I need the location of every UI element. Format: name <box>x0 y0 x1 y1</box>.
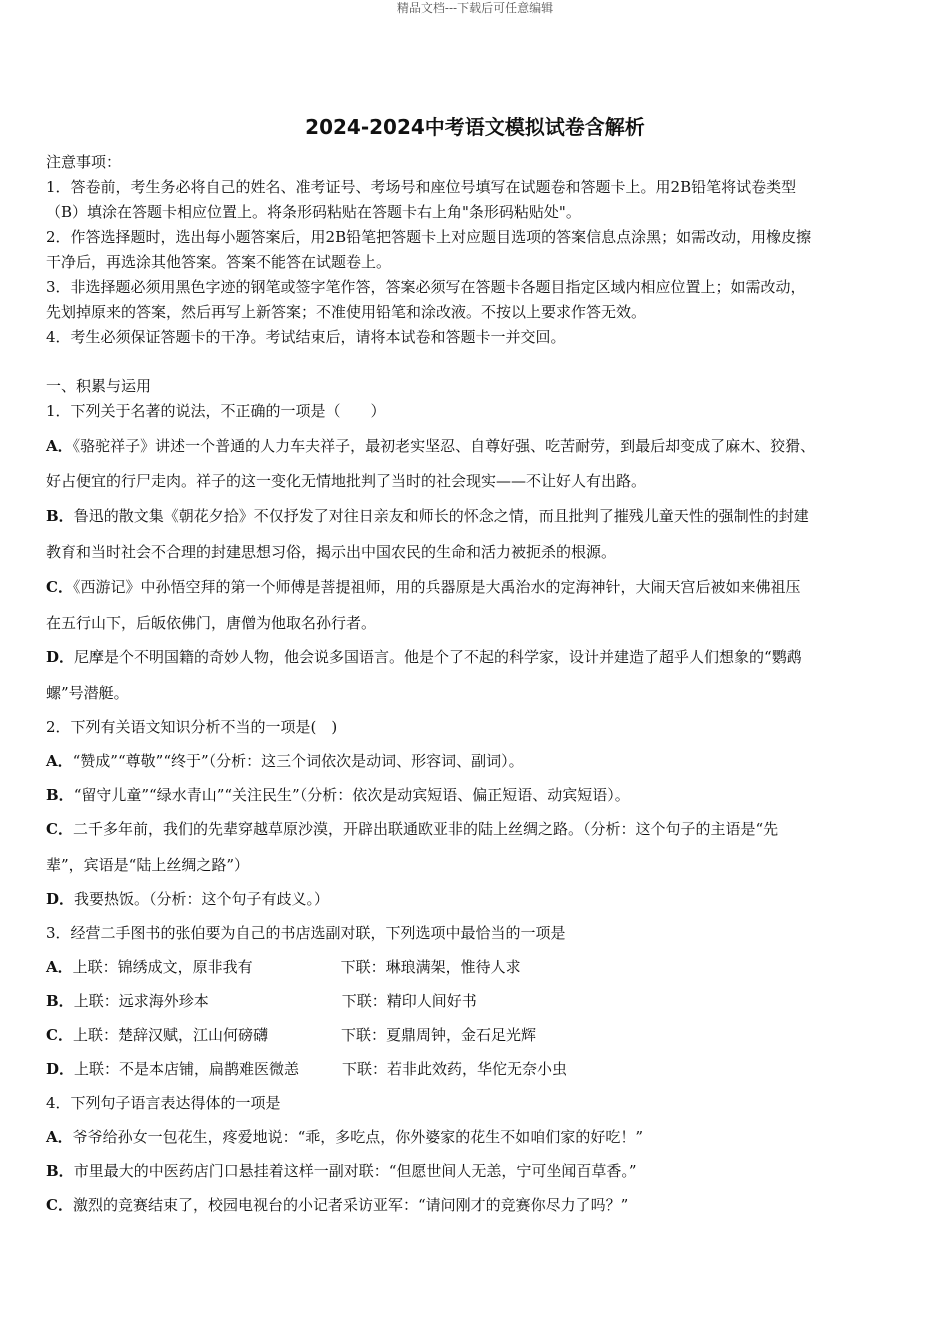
option-text: “赞成”“尊敬”“终于”（分析：这三个词依次是动词、形容词、副词）。 <box>72 752 524 770</box>
question-1-option-d <box>46 647 802 667</box>
option-text: 二千多年前，我们的先辈穿越草原沙漠，开辟出联通欧亚非的陆上丝绸之路。（分析：这个句子的主语是“先 <box>72 820 779 838</box>
question-1-option-a <box>46 436 815 456</box>
notice-line: 先划掉原来的答案，然后再写上新答案；不准使用铅笔和涂改液。不按以上要求作答无效。 <box>46 303 647 321</box>
question-1-stem: 1．下列关于名著的说法，不正确的一项是（ ） <box>46 402 386 420</box>
option-text: 激烈的竞赛结束了，校园电视台的小记者采访亚军：“请问刚才的竞赛你尽力了吗？” <box>72 1196 629 1214</box>
couplet-lower: 下联：夏鼎周钟，金石足光辉 <box>340 1026 536 1044</box>
notice-line: 4．考生必须保证答题卡的干净。考试结束后，请将本试卷和答题卡一并交回。 <box>46 328 566 346</box>
option-label: A． <box>46 1128 73 1146</box>
question-2-option-b <box>46 785 630 805</box>
option-label: B． <box>46 1162 74 1180</box>
option-label: B． <box>46 507 74 525</box>
couplet-upper: 上联：不是本店铺，扁鹊难医微恙 <box>74 1060 300 1078</box>
question-3-option-c <box>46 1025 536 1045</box>
option-text: 市里最大的中医药店门口悬挂着这样一副对联：“但愿世间人无恙，宁可坐闻百草香。” <box>73 1162 637 1180</box>
page-header-note: 精品文档---下载后可任意编辑 <box>396 1 554 15</box>
option-label: B． <box>46 786 74 804</box>
question-2-option-a <box>46 751 524 771</box>
notice-line: 干净后，再选涂其他答案。答案不能答在试题卷上。 <box>46 253 392 271</box>
notice-heading: 注意事项： <box>46 153 122 171</box>
option-text: “留守儿童”“绿水青山”“关注民生”（分析：依次是动宾短语、偏正短语、动宾短语）。 <box>73 786 630 804</box>
option-text: 尼摩是个不明国籍的奇妙人物，他会说多国语言。他是个了不起的科学家，设计并建造了超乎人们想象的“鹦鹉 <box>74 648 802 666</box>
notice-line: 2．作答选择题时，选出每小题答案后，用2B铅笔把答题卡上对应题目选项的答案信息点涂黑；如需改动，用橡皮擦 <box>46 228 812 246</box>
question-3-stem: 3．经营二手图书的张伯要为自己的书店选副对联，下列选项中最恰当的一项是 <box>46 924 566 942</box>
question-3-option-b <box>46 991 477 1011</box>
option-text: 《西游记》中孙悟空拜的第一个师傅是菩提祖师，用的兵器原是大禹治水的定海神针，大闹天宫后被如来佛祖压 <box>72 578 801 596</box>
question-2-option-c-cont: 辈”，宾语是“陆上丝绸之路”） <box>46 856 250 874</box>
question-1-option-c <box>46 577 800 597</box>
notice-line: 1．答卷前，考生务必将自己的姓名、准考证号、考场号和座位号填写在试题卷和答题卡上。用2B铅笔将试卷类型 <box>46 178 797 196</box>
option-label: C． <box>46 1026 73 1044</box>
notice-line: （B）填涂在答题卡相应位置上。将条形码粘贴在答题卡右上角"条形码粘贴处"。 <box>46 203 581 221</box>
question-1-option-b <box>46 506 809 526</box>
option-label: D． <box>46 890 75 908</box>
question-1-option-b-cont: 教育和当时社会不合理的封建思想习俗，揭示出中国农民的生命和活力被扼杀的根源。 <box>46 543 617 561</box>
question-1-option-d-cont: 螺”号潜艇。 <box>46 684 129 702</box>
option-label: C． <box>46 1196 73 1214</box>
question-3-option-d <box>46 1059 567 1079</box>
question-4-option-a <box>46 1127 643 1147</box>
couplet-lower: 下联：琳琅满架，惟待人求 <box>340 958 521 976</box>
question-1-option-a-cont: 好占便宜的行尸走肉。祥子的这一变化无情地批判了当时的社会现实——不让好人有出路。 <box>46 472 647 490</box>
option-label: D． <box>46 1060 75 1078</box>
couplet-lower: 下联：若非此效药，华佗无奈小虫 <box>342 1060 568 1078</box>
option-label: C． <box>46 820 73 838</box>
option-text: 我要热饭。（分析：这个句子有歧义。） <box>74 890 330 908</box>
couplet-upper: 上联：楚辞汉赋，江山何磅礴 <box>72 1026 268 1044</box>
option-text: 《骆驼祥子》讲述一个普通的人力车夫祥子，最初老实坚忍、自尊好强、吃苦耐劳，到最后却变成了麻木、狡猾、 <box>72 437 816 455</box>
option-label: B． <box>46 992 74 1010</box>
option-label: C． <box>46 578 73 596</box>
option-label: A． <box>46 437 73 455</box>
question-3-option-a <box>46 957 521 977</box>
option-label: A． <box>46 958 73 976</box>
question-4-stem: 4．下列句子语言表达得体的一项是 <box>46 1094 281 1112</box>
couplet-lower: 下联：精印人间好书 <box>341 992 477 1010</box>
question-4-option-c <box>46 1195 628 1215</box>
question-2-option-c <box>46 819 778 839</box>
option-label: D． <box>46 648 75 666</box>
question-4-option-b <box>46 1161 637 1181</box>
option-text: 鲁迅的散文集《朝花夕拾》不仅抒发了对往日亲友和师长的怀念之情，而且批判了摧残儿童天性的强制性的封建 <box>73 507 809 525</box>
question-2-option-d <box>46 889 329 909</box>
couplet-upper: 上联：锦绣成文，原非我有 <box>72 958 253 976</box>
question-2-stem: 2．下列有关语文知识分析不当的一项是( ) <box>46 718 338 736</box>
option-text: 爷爷给孙女一包花生，疼爱地说：“乖，多吃点，你外婆家的花生不如咱们家的好吃！” <box>72 1128 643 1146</box>
question-1-option-c-cont: 在五行山下，后皈依佛门，唐僧为他取名孙行者。 <box>46 614 377 632</box>
couplet-upper: 上联：远求海外珍本 <box>73 992 209 1010</box>
section-heading: 一、积累与运用 <box>46 377 152 395</box>
option-label: A． <box>46 752 73 770</box>
notice-line: 3．非选择题必须用黑色字迹的钢笔或签字笔作答，答案必须写在答题卡各题目指定区域内相应位置上；如需改动， <box>46 278 806 296</box>
document-title: 2024-2024中考语文模拟试卷含解析 <box>305 115 645 139</box>
